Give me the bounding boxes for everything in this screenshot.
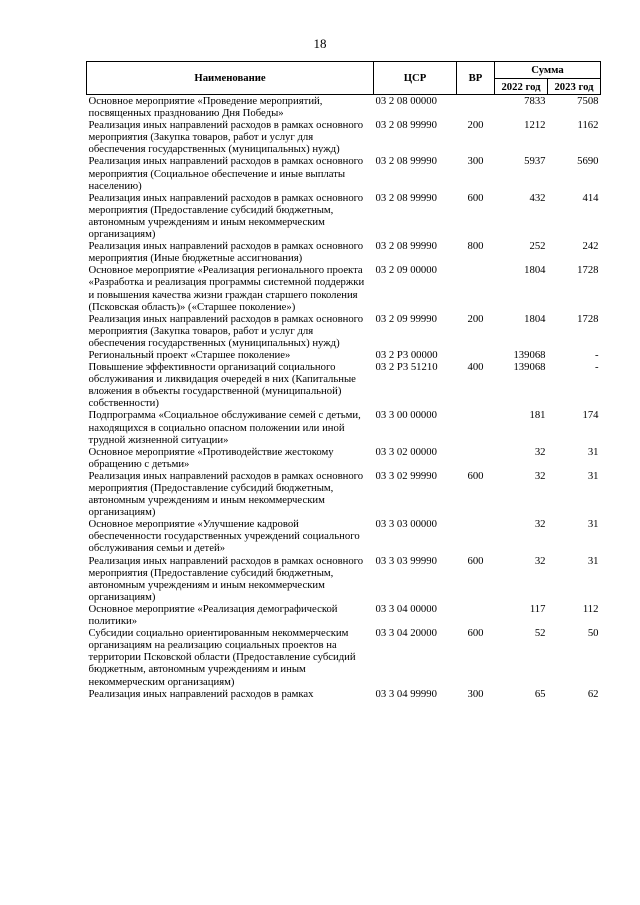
cell-vr: 400	[467, 361, 484, 374]
cell-sum-2023: 31	[587, 469, 599, 482]
cell-sum-2023: 242	[582, 240, 599, 253]
page-number: 18	[313, 36, 327, 51]
cell-sum-2022: 1212	[524, 119, 546, 132]
table-row	[87, 518, 601, 554]
cell-vr: 600	[467, 627, 484, 640]
cell-sum-2023: 31	[587, 445, 599, 458]
table-row	[87, 95, 601, 120]
header-sum: Сумма	[495, 62, 601, 79]
cell-name: Реализация иных направлений расходов в рамках основного мероприятия (Закупка товаров, работ и услуг для обеспечения государственных (муниципальных) нужд)	[88, 119, 364, 156]
cell-vr: 200	[467, 312, 484, 325]
cell-sum-2022: 1804	[524, 264, 546, 277]
cell-sum-2022: 1804	[524, 312, 546, 325]
cell-csr: 03 2 P3 51210	[375, 361, 438, 374]
cell-csr: 03 2 09 00000	[375, 264, 437, 277]
cell-sum-2023: 1162	[577, 119, 599, 132]
cell-sum-2022: 139068	[513, 361, 546, 374]
table-row	[87, 446, 601, 470]
cell-name: Реализация иных направлений расходов в рамках основного мероприятия (Предоставление субсидий бюджетным, автономным учреждениям и иным некоммерческим организациям)	[88, 469, 364, 519]
cell-vr	[457, 349, 495, 361]
cell-name: Реализация иных направлений расходов в рамках основного мероприятия (Социальное обеспечение и иные выплаты населению)	[88, 155, 364, 192]
cell-sum-2022: 252	[529, 240, 546, 253]
cell-name: Региональный проект «Старшее поколение»	[88, 348, 291, 361]
cell-sum-2023: 5690	[577, 155, 599, 168]
cell-csr: 03 2 08 99990	[375, 191, 437, 204]
cell-sum-2022: 32	[534, 445, 546, 458]
table-row	[87, 313, 601, 349]
table-row	[87, 155, 601, 191]
cell-vr	[457, 95, 495, 120]
cell-sum-2023: 1728	[577, 264, 599, 277]
cell-csr: 03 3 04 99990	[375, 687, 437, 700]
header-csr: ЦСР	[374, 62, 457, 95]
cell-vr: 600	[467, 469, 484, 482]
cell-csr: 03 3 04 20000	[375, 627, 437, 640]
cell-sum-2023: 1728	[577, 312, 599, 325]
table-row	[87, 361, 601, 409]
cell-name: Реализация иных направлений расходов в рамках	[88, 687, 314, 700]
table-row	[87, 240, 601, 264]
cell-name: Основное мероприятие «Реализация регионального проекта «Разработка и реализация программы системной поддержки и повышения качества жизни граждан старшего поколения (Псковская область)» («Старшее поколение»)	[88, 264, 365, 313]
cell-csr: 03 2 08 99990	[375, 119, 437, 132]
cell-vr	[457, 264, 495, 312]
table-row	[87, 349, 601, 361]
cell-csr: 03 3 02 99990	[375, 469, 437, 482]
table-row	[87, 627, 601, 687]
cell-sum-2022: 32	[534, 554, 546, 567]
cell-sum-2022: 52	[534, 627, 546, 640]
cell-vr: 600	[467, 191, 484, 204]
cell-vr: 300	[467, 687, 484, 700]
cell-sum-2023: 414	[582, 191, 599, 204]
header-year-2023: 2023 год	[548, 79, 601, 95]
cell-sum-2023: 112	[582, 602, 599, 615]
cell-name: Основное мероприятие «Противодействие жестокому обращению с детьми»	[88, 445, 334, 470]
cell-vr: 200	[467, 119, 484, 132]
cell-name: Основное мероприятие «Реализация демографической политики»	[88, 602, 338, 628]
header-year-2022: 2022 год	[495, 79, 548, 95]
table-row	[87, 470, 601, 518]
cell-csr: 03 2 09 99990	[375, 312, 437, 325]
cell-sum-2023: 31	[587, 554, 599, 567]
cell-csr: 03 3 02 00000	[375, 445, 437, 458]
cell-name: Реализация иных направлений расходов в рамках основного мероприятия (Предоставление субсидий бюджетным, автономным учреждениям и иным некоммерческим организациям)	[88, 554, 364, 603]
cell-csr: 03 2 08 99990	[375, 155, 437, 168]
cell-vr	[457, 518, 495, 554]
cell-name: Основное мероприятие «Проведение мероприятий, посвященных празднованию Дня Победы»	[88, 95, 323, 120]
cell-sum-2022: 117	[529, 602, 546, 615]
cell-vr	[457, 409, 495, 445]
cell-vr	[457, 603, 495, 627]
cell-vr: 600	[467, 554, 484, 567]
cell-name: Подпрограмма «Социальное обслуживание семей с детьми, находящихся в социально опасном положении или иной трудной жизненной ситуации»	[88, 409, 361, 446]
table-row	[87, 119, 601, 155]
cell-sum-2022: 181	[529, 409, 546, 422]
cell-sum-2023: -	[594, 348, 599, 361]
cell-sum-2023: -	[594, 361, 599, 374]
cell-sum-2023: 174	[582, 409, 599, 422]
cell-sum-2022: 139068	[513, 348, 546, 361]
cell-csr: 03 3 04 00000	[375, 602, 437, 615]
table-row	[87, 555, 601, 603]
table-body	[87, 95, 601, 700]
cell-vr: 300	[467, 155, 484, 168]
cell-csr: 03 3 03 99990	[375, 554, 437, 567]
cell-csr: 03 2 P3 00000	[375, 348, 438, 361]
cell-sum-2023: 50	[587, 627, 599, 640]
cell-sum-2023: 7508	[577, 95, 599, 107]
table-row	[87, 409, 601, 445]
header-name: Наименование	[87, 62, 374, 95]
table-row	[87, 688, 601, 700]
cell-vr	[457, 446, 495, 470]
cell-sum-2022: 65	[534, 687, 546, 700]
cell-sum-2022: 432	[529, 191, 546, 204]
cell-sum-2023: 62	[587, 687, 599, 700]
cell-csr: 03 2 08 00000	[375, 95, 437, 107]
cell-sum-2022: 32	[534, 518, 546, 531]
cell-csr: 03 3 03 00000	[375, 518, 437, 531]
cell-name: Реализация иных направлений расходов в рамках основного мероприятия (Закупка товаров, работ и услуг для обеспечения государственных (муниципальных) нужд)	[88, 312, 364, 349]
cell-sum-2022: 7833	[524, 95, 546, 107]
cell-name: Субсидии социально ориентированным некоммерческим организациям на реализацию социальных проектов на территории Псковской области (Предоставление субсидий бюджетным, автономным учреждениям и иным некоммерческим организациям)	[88, 627, 356, 688]
cell-sum-2022: 5937	[524, 155, 546, 168]
cell-name: Реализация иных направлений расходов в рамках основного мероприятия (Предоставление субсидий бюджетным, автономным учреждениям и иным некоммерческим организациям)	[88, 191, 364, 241]
table-row	[87, 264, 601, 312]
cell-csr: 03 3 00 00000	[375, 409, 437, 422]
cell-csr: 03 2 08 99990	[375, 240, 437, 253]
cell-name: Реализация иных направлений расходов в рамках основного мероприятия (Иные бюджетные ассигнования)	[88, 240, 364, 265]
table-row	[87, 192, 601, 240]
cell-sum-2023: 31	[587, 518, 599, 531]
table-row	[87, 603, 601, 627]
budget-table	[86, 61, 601, 700]
header-vr: ВР	[457, 62, 495, 95]
cell-name: Повышение эффективности организаций социального обслуживания и ликвидация очередей в них (Капитальные вложения в объекты государственной (муниципальной) собственности)	[88, 361, 356, 410]
cell-sum-2022: 32	[534, 469, 546, 482]
cell-name: Основное мероприятие «Улучшение кадровой обеспеченности государственных учреждений социального обслуживания семьи и детей»	[88, 518, 360, 555]
cell-vr: 800	[467, 240, 484, 253]
